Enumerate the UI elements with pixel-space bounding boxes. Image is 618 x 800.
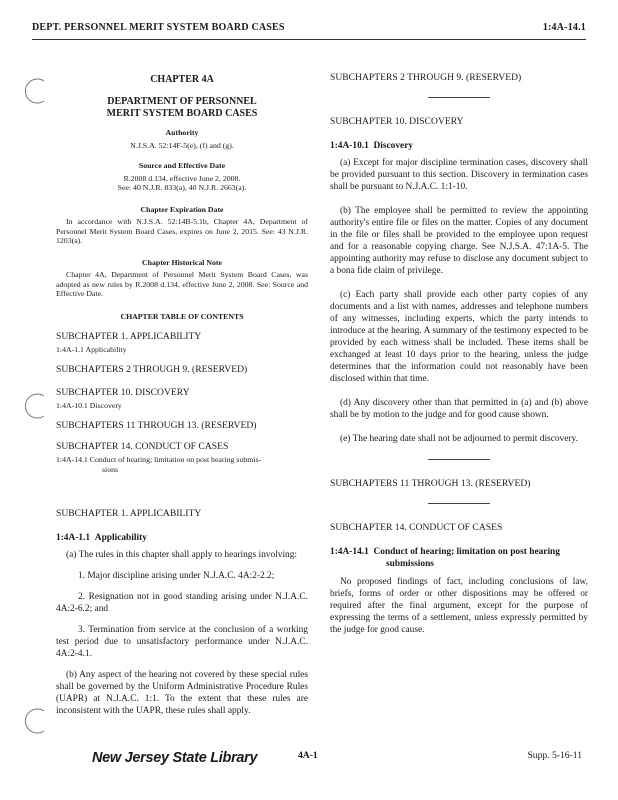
toc-heading: CHAPTER TABLE OF CONTENTS (120, 311, 244, 321)
section-divider (428, 503, 490, 504)
section-1-1-a: (a) The rules in this chapter shall apply to hearings involving: (66, 550, 298, 560)
page-number: 4A-1 (298, 750, 318, 761)
toc-subchapters-2-9: SUBCHAPTERS 2 THROUGH 9. (RESERVED) (56, 363, 248, 375)
toc-item-10-1: 1:4A-10.1 Discovery (56, 400, 122, 410)
expiration-text: In accordance with N.J.S.A. 52:14B-5.1b, Chapter 4A, Department of Personnel Merit System Board Cases, expires on June 2, 2015. See: 43 N.J.R. 1203(a). (56, 217, 308, 245)
library-stamp: New Jersey State Library (92, 750, 258, 766)
source-heading: Source and Effective Date (138, 161, 226, 170)
section-14-1-heading (330, 546, 588, 558)
toc-item-1-1: 1:4A-1.1 Applicability (56, 345, 127, 354)
supplement-date: Supp. 5-16-11 (527, 750, 582, 761)
chapter-title-line-2: MERIT SYSTEM BOARD CASES (106, 108, 258, 119)
section-10-1-e: (e) The hearing date shall not be adjourned to permit discovery. (340, 434, 578, 444)
toc-item-14-1: 1:4A-14.1 Conduct of hearing; limitation on post hearing submis- (56, 455, 262, 464)
running-header (32, 22, 586, 40)
toc-subchapter-1: SUBCHAPTER 1. APPLICABILITY (56, 331, 202, 342)
punch-hole-icon (22, 76, 52, 106)
source-text-1: R.2008 d.134, effective June 2, 2008. (123, 173, 241, 183)
section-14-1-title-cont: submissions (386, 559, 434, 569)
page-footer (0, 750, 618, 780)
section-divider (428, 97, 490, 98)
section-14-1-text: No proposed findings of fact, including conclusions of law, briefs, forms of order or other dispositions may be offered or required after the final argument, except for the purpose of expressing the terms of a settlement, unless expressly permitted by the judge for good cause. (330, 577, 588, 635)
section-10-1-d: (d) Any discovery other than that permitted in (a) and (b) above shall be by motion to the judge and for good cause shown. (330, 398, 588, 420)
header-section: 1:4A-14.1 (542, 22, 586, 33)
toc-subchapter-14: SUBCHAPTER 14. CONDUCT OF CASES (56, 441, 229, 452)
source-text-2: See: 40 N.J.R. 833(a), 40 N.J.R. 2663(a). (117, 183, 247, 192)
history-text: Chapter 4A, Department of Personnel Merit System Board Cases, was adopted as new rules by R.2008 d.134, effective June 2, 2008. See: Source and Effective Date. (56, 270, 308, 298)
authority-heading: Authority (165, 128, 199, 137)
chapter-number: CHAPTER 4A (150, 74, 214, 85)
subchapters-2-9-heading: SUBCHAPTERS 2 THROUGH 9. (RESERVED) (330, 72, 522, 83)
section-10-1-b: (b) The employee shall be permitted to review the appointing authority's entire file or files on the matter. Copies of any document in the file or files shall be provided to the employee upon request and for a reasonable copying charge. See N.J.S.A. 47:1A-5. The appointing authority may refuse to disclose any document subject to a bona fide claim of privilege. (330, 206, 588, 276)
toc-item-14-1-cont: sions (102, 464, 119, 474)
section-1-1-a3: 3. Termination from service at the conclusion of a working test period due to unsatisfactory performance under N.J.A.C. 4A:2-4.1. (56, 625, 308, 659)
right-column (330, 62, 588, 636)
expiration-heading: Chapter Expiration Date (140, 204, 224, 214)
section-number: 1:4A-14.1 (330, 547, 369, 557)
toc-subchapter-10: SUBCHAPTER 10. DISCOVERY (56, 386, 190, 398)
section-title: Discovery (373, 141, 414, 151)
subchapter-1-heading: SUBCHAPTER 1. APPLICABILITY (56, 508, 202, 519)
section-1-1-b: (b) Any aspect of the hearing not covered by these special rules shall be governed by the Uniform Administrative Procedure Rules (UAPR) at N.J.A.C. 1:1. To the extent that these rules are inconsistent with the UAPR, these rules shall apply. (56, 670, 308, 716)
section-1-1-heading (56, 532, 308, 544)
section-1-1-a2: 2. Resignation not in good standing arising under N.J.A.C. 4A:2-6.2; and (56, 592, 308, 614)
section-number: 1:4A-10.1 (330, 141, 369, 151)
subchapter-10-heading: SUBCHAPTER 10. DISCOVERY (330, 116, 464, 127)
header-title: DEPT. PERSONNEL MERIT SYSTEM BOARD CASES (32, 22, 285, 33)
section-10-1-c: (c) Each party shall provide each other party copies of any documents and a list with names, addresses and telephone numbers of any witnesses, including experts, which the party intends to introduce at the hearing. A summary of the testimony expected to be provided by each witness shall be included. These items shall be exchanged at least 10 days prior to the hearing, unless the judge determines that the information could not reasonably have been disclosed within that time. (330, 290, 588, 384)
subchapter-14-heading: SUBCHAPTER 14. CONDUCT OF CASES (330, 522, 503, 533)
history-heading: Chapter Historical Note (142, 257, 222, 267)
toc-subchapters-11-13: SUBCHAPTERS 11 THROUGH 13. (RESERVED) (56, 420, 257, 431)
subchapters-11-13-heading: SUBCHAPTERS 11 THROUGH 13. (RESERVED) (330, 478, 531, 489)
punch-hole-icon (22, 391, 52, 421)
section-10-1-heading (330, 140, 588, 152)
section-title: Conduct of hearing; limitation on post hearing (373, 547, 560, 557)
section-divider (428, 459, 490, 460)
chapter-title-line-1: DEPARTMENT OF PERSONNEL (107, 96, 257, 107)
section-10-1-a: (a) Except for major discipline termination cases, discovery shall be provided pursuant to this section. Discovery in termination cases shall be pursuant to N.J.A.C. 1:1-10. (330, 158, 588, 192)
punch-hole-icon (22, 706, 52, 736)
authority-text: N.J.S.A. 52:14F-5(e), (f) and (g). (130, 140, 234, 150)
section-number: 1:4A-1.1 (56, 533, 91, 543)
section-title: Applicability (94, 533, 147, 543)
section-1-1-a1: 1. Major discipline arising under N.J.A.C. 4A:2-2.2; (78, 571, 275, 581)
left-column (56, 62, 308, 717)
